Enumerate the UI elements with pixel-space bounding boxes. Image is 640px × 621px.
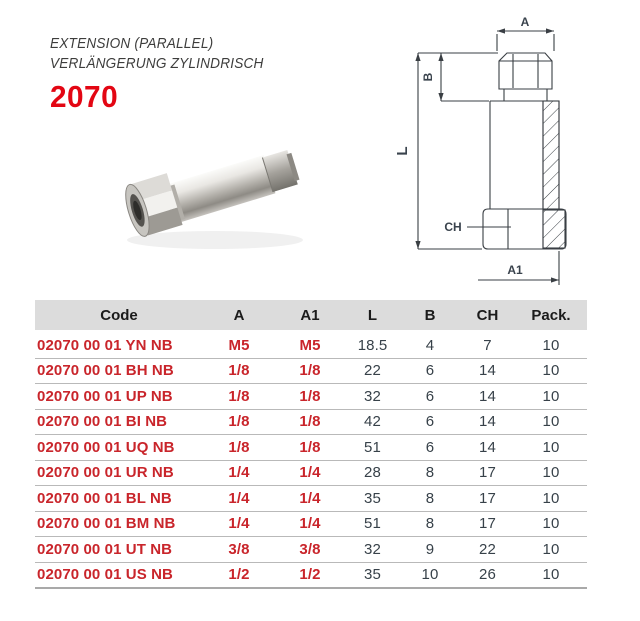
col-header-a: A: [203, 300, 275, 332]
cell-a1: 1/8: [275, 409, 345, 435]
cell-b: 6: [400, 409, 460, 435]
cell-ch: 14: [460, 435, 515, 461]
cell-pack: 10: [515, 358, 587, 384]
table-row: [35, 486, 587, 512]
arrow-a-right: [546, 28, 554, 33]
arrow-a-left: [497, 28, 505, 33]
cell-a1: 1/4: [275, 460, 345, 486]
cell-code: 02070 00 01 UR NB: [35, 460, 203, 486]
cell-b: 6: [400, 435, 460, 461]
cell-code: 02070 00 01 BH NB: [35, 358, 203, 384]
cell-b: 6: [400, 384, 460, 410]
cell-a1: 1/4: [275, 511, 345, 537]
cell-pack: 10: [515, 486, 587, 512]
cell-a: 1/4: [203, 460, 275, 486]
arrow-l-top: [415, 53, 420, 61]
cell-code: 02070 00 01 BI NB: [35, 409, 203, 435]
col-header-code: Code: [35, 300, 203, 332]
cell-l: 32: [345, 384, 400, 410]
arrow-l-bottom: [415, 241, 420, 249]
cell-code: 02070 00 01 US NB: [35, 562, 203, 588]
cell-pack: 10: [515, 562, 587, 588]
cell-a: 1/8: [203, 384, 275, 410]
table-row: [35, 511, 587, 537]
cell-pack: 10: [515, 460, 587, 486]
cell-a1: 1/8: [275, 435, 345, 461]
col-header-b: B: [400, 300, 460, 332]
cell-ch: 17: [460, 511, 515, 537]
product-number: 2070: [50, 79, 119, 114]
cell-l: 42: [345, 409, 400, 435]
cell-ch: 7: [460, 332, 515, 359]
col-header-l: L: [345, 300, 400, 332]
cell-a1: 1/8: [275, 384, 345, 410]
cell-a1: M5: [275, 332, 345, 359]
cell-a: 1/4: [203, 511, 275, 537]
spec-table-container: [35, 300, 587, 589]
table-row: [35, 358, 587, 384]
cell-pack: 10: [515, 435, 587, 461]
cell-b: 8: [400, 460, 460, 486]
table-row: [35, 332, 587, 359]
cell-b: 8: [400, 511, 460, 537]
section-hatch-body: [543, 101, 559, 209]
cell-pack: 10: [515, 384, 587, 410]
cell-a1: 1/4: [275, 486, 345, 512]
cell-code: 02070 00 01 BM NB: [35, 511, 203, 537]
col-header-ch: CH: [460, 300, 515, 332]
arrow-b-top: [438, 53, 443, 61]
cell-a: 1/8: [203, 358, 275, 384]
title-block: [50, 34, 277, 115]
product-photo-image: [103, 122, 327, 268]
cell-a: 1/2: [203, 562, 275, 588]
table-row: [35, 537, 587, 563]
cell-pack: 10: [515, 511, 587, 537]
cell-b: 6: [400, 358, 460, 384]
cell-b: 8: [400, 486, 460, 512]
cell-a1: 3/8: [275, 537, 345, 563]
dim-label-b: B: [421, 72, 435, 82]
dim-label-a: A: [520, 15, 530, 29]
dim-label-l: L: [394, 146, 411, 156]
cell-l: 51: [345, 435, 400, 461]
cell-ch: 14: [460, 384, 515, 410]
table-row: [35, 435, 587, 461]
cell-pack: 10: [515, 537, 587, 563]
technical-drawing: [393, 6, 639, 298]
cell-a: 1/4: [203, 486, 275, 512]
cell-pack: 10: [515, 332, 587, 359]
cell-a: 3/8: [203, 537, 275, 563]
cell-code: 02070 00 01 UP NB: [35, 384, 203, 410]
cell-l: 32: [345, 537, 400, 563]
table-row: [35, 562, 587, 588]
arrow-a1: [551, 277, 559, 282]
cell-l: 22: [345, 358, 400, 384]
cell-ch: 26: [460, 562, 515, 588]
cell-a: 1/8: [203, 409, 275, 435]
technical-drawing-svg: [393, 6, 639, 298]
cell-a1: 1/2: [275, 562, 345, 588]
cell-b: 4: [400, 332, 460, 359]
product-title-de: VERLÄNGERUNG ZYLINDRISCH: [50, 56, 264, 72]
dim-label-a1: A1: [507, 263, 523, 277]
cell-pack: 10: [515, 409, 587, 435]
table-row: [35, 460, 587, 486]
cell-l: 35: [345, 562, 400, 588]
cell-ch: 22: [460, 537, 515, 563]
cell-ch: 17: [460, 486, 515, 512]
cell-ch: 17: [460, 460, 515, 486]
cell-a1: 1/8: [275, 358, 345, 384]
cell-code: 02070 00 01 YN NB: [35, 332, 203, 359]
dim-label-ch: CH: [444, 220, 462, 234]
col-header-a1: A1: [275, 300, 345, 332]
product-title-en: EXTENSION (PARALLEL): [50, 36, 214, 52]
cell-ch: 14: [460, 409, 515, 435]
cell-a: 1/8: [203, 435, 275, 461]
cell-b: 10: [400, 562, 460, 588]
table-header-row: [35, 300, 587, 332]
arrow-b-bottom: [438, 93, 443, 101]
product-photo: [103, 122, 327, 268]
cell-l: 51: [345, 511, 400, 537]
cell-b: 9: [400, 537, 460, 563]
col-header-pack: Pack.: [515, 300, 587, 332]
cell-l: 28: [345, 460, 400, 486]
section-hatch-hex: [543, 210, 565, 248]
table-row: [35, 384, 587, 410]
cell-a: M5: [203, 332, 275, 359]
cell-l: 18.5: [345, 332, 400, 359]
cell-l: 35: [345, 486, 400, 512]
drawing-thread-top: [499, 53, 552, 89]
cell-ch: 14: [460, 358, 515, 384]
cell-code: 02070 00 01 BL NB: [35, 486, 203, 512]
table-row: [35, 409, 587, 435]
cell-code: 02070 00 01 UT NB: [35, 537, 203, 563]
cell-code: 02070 00 01 UQ NB: [35, 435, 203, 461]
spec-table: [35, 300, 587, 589]
